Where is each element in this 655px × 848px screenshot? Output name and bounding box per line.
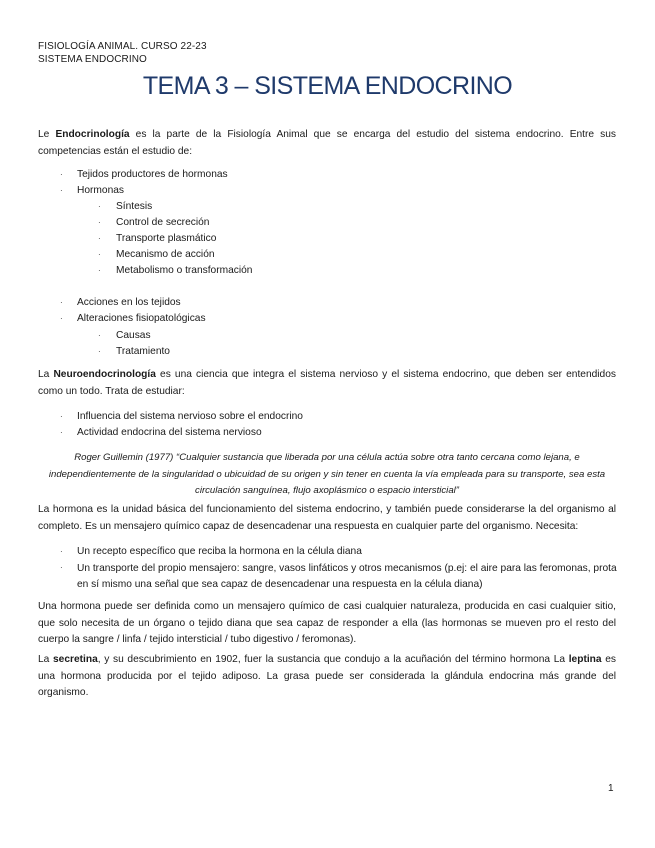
hormona-paragraph: La hormona es la unidad básica del funcionamiento del sistema endocrino, y también puede considerarse la del organismo al completo. Es un mensajero químico capaz de desencadenar una respuesta en cualquier parte del organismo. Necesita: [38,504,616,532]
list-item: Influencia del sistema nervioso sobre el endocrino [77,411,303,422]
bullet: · [98,202,101,211]
bullet: · [98,218,101,227]
list-item: Hormonas [77,185,124,196]
bullet: · [60,412,63,421]
term-endocrinologia: Endocrinología [55,129,130,140]
bullet: · [60,547,63,556]
bullet: · [60,563,63,572]
list-item: Alteraciones fisiopatológicas [77,313,206,324]
list-item: Acciones en los tejidos [77,297,181,308]
list-item: Metabolismo o transformación [116,265,253,276]
intro-paragraph: Le Endocrinología es la parte de la Fisiología Animal que se encarga del estudio del sistema endocrino. Entre sus competencias están el estudio de: [38,129,616,157]
guillemin-quote: Roger Guillemin (1977) “Cualquier sustancia que liberada por una célula actúa sobre otra tanto cercana como lejana, e independientemente de la singularidad o ubicuidad de su origen y sin tener en cuenta la vía empleada para su transporte, sea esta circulación sanguínea, flujo axoplásmico o espacio intersticial” [48,452,606,496]
list-item: Control de secreción [116,217,210,228]
list-item: Causas [116,330,151,341]
list-item: Tratamiento [116,346,170,357]
list-item: Tejidos productores de hormonas [77,169,228,180]
header-course: FISIOLOGÍA ANIMAL. CURSO 22-23 [38,41,207,52]
list-item: Actividad endocrina del sistema nervioso [77,427,262,438]
bullet: · [60,298,63,307]
page-header [38,40,207,66]
header-subject: SISTEMA ENDOCRINO [38,54,147,65]
definicion-paragraph: Una hormona puede ser definida como un mensajero químico de casi cualquier naturaleza, producida en casi cualquier sitio, que solo necesita de un órgano o tejido diana que sea capaz de responder a ella (las hormonas se mueven pro el resto del cuerpo la sangre / linfa / tejido intersticial / tubo digestivo / feromonas). [38,601,616,645]
bullet: · [98,266,101,275]
bullet: · [98,347,101,356]
bullet: · [60,428,63,437]
list-item: Síntesis [116,201,153,212]
bullet: · [60,170,63,179]
neuro-paragraph: La Neuroendocrinología es una ciencia que integra el sistema nervioso y el sistema endocrino, que deben ser entendidos como un todo. Trata de estudiar: [38,369,616,397]
term-neuroendocrinologia: Neuroendocrinología [53,369,156,380]
bullet: · [98,331,101,340]
term-secretina: secretina [53,654,98,665]
secretina-paragraph: La secretina, y su descubrimiento en 1902, fuer la sustancia que condujo a la acuñación del término hormona La leptina es una hormona producida por el tejido adiposo. La grasa puede ser considerada la glándula endocrina más grande del organismo. [38,654,616,698]
term-leptina: leptina [568,654,602,665]
list-item: Transporte plasmático [116,233,217,244]
list-item: Mecanismo de acción [116,249,215,260]
bullet: · [98,250,101,259]
page-number: 1 [608,783,614,794]
bullet: · [60,186,63,195]
page-title: TEMA 3 – SISTEMA ENDOCRINO [142,72,513,100]
list-item: Un transporte del propio mensajero: sangre, vasos linfáticos y otros mecanismos (p.ej: el aire para las feromonas, prota en sí mismo una señal que sea capaz de desencadenar una respuesta en la célula diana) [77,563,617,590]
list-item: Un recepto específico que reciba la hormona en la célula diana [77,546,362,557]
bullet: · [60,314,63,323]
bullet: · [98,234,101,243]
